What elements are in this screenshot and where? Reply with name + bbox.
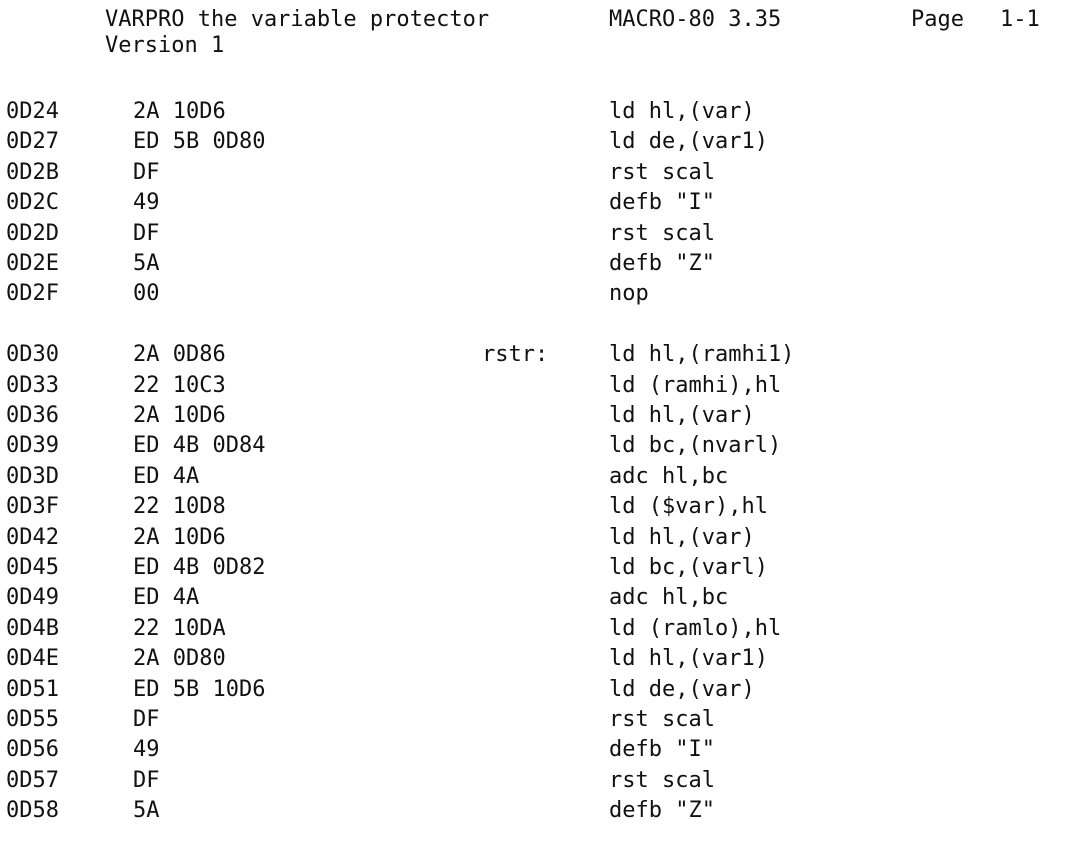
listing-line	[0, 614, 1067, 644]
instruction: ld hl,(var)	[609, 403, 755, 428]
instruction: rst scal	[609, 221, 715, 246]
label: rstr:	[482, 342, 549, 367]
listing-line	[0, 279, 1067, 309]
listing-line	[0, 219, 1067, 249]
listing-line	[0, 705, 1067, 735]
object-code: 49	[133, 190, 160, 215]
instruction: defb "I"	[609, 737, 715, 762]
address: 0D2E	[6, 251, 59, 276]
address: 0D39	[6, 433, 59, 458]
instruction: ld bc,(varl)	[609, 555, 768, 580]
address: 0D24	[6, 99, 59, 124]
instruction: ld hl,(ramhi1)	[609, 342, 795, 367]
listing-line	[0, 462, 1067, 492]
listing-line	[0, 583, 1067, 613]
object-code: ED 4A	[133, 585, 200, 610]
address: 0D33	[6, 373, 59, 398]
address: 0D4B	[6, 616, 59, 641]
instruction: rst scal	[609, 768, 715, 793]
address: 0D55	[6, 707, 59, 732]
address: 0D56	[6, 737, 59, 762]
object-code: ED 4B 0D84	[133, 433, 266, 458]
instruction: ld bc,(nvarl)	[609, 433, 782, 458]
instruction: ld hl,(var)	[609, 99, 755, 124]
address: 0D2B	[6, 160, 59, 185]
instruction: ld hl,(var)	[609, 525, 755, 550]
address: 0D4E	[6, 646, 59, 671]
address: 0D3F	[6, 494, 59, 519]
instruction: defb "Z"	[609, 251, 715, 276]
instruction: ld de,(var1)	[609, 129, 768, 154]
object-code: 49	[133, 737, 160, 762]
object-code: DF	[133, 160, 160, 185]
object-code: ED 5B 10D6	[133, 677, 266, 702]
listing-line	[0, 523, 1067, 553]
object-code: 2A 10D6	[133, 99, 226, 124]
instruction: ld ($var),hl	[609, 494, 768, 519]
page-label: Page	[911, 7, 964, 32]
listing-line	[0, 675, 1067, 705]
listing-line	[0, 249, 1067, 279]
listing-line	[0, 735, 1067, 765]
instruction: nop	[609, 281, 649, 306]
address: 0D57	[6, 768, 59, 793]
instruction: ld (ramlo),hl	[609, 616, 782, 641]
address: 0D58	[6, 798, 59, 823]
instruction: ld hl,(var1)	[609, 646, 768, 671]
listing-line	[0, 431, 1067, 461]
listing-line	[0, 371, 1067, 401]
listing-line	[0, 796, 1067, 826]
object-code: ED 4A	[133, 464, 200, 489]
instruction: defb "Z"	[609, 798, 715, 823]
address: 0D2D	[6, 221, 59, 246]
object-code: 2A 10D6	[133, 525, 226, 550]
object-code: 22 10C3	[133, 373, 226, 398]
listing-line	[0, 553, 1067, 583]
address: 0D49	[6, 585, 59, 610]
address: 0D42	[6, 525, 59, 550]
object-code: 2A 0D80	[133, 646, 226, 671]
listing-version: Version 1	[105, 33, 225, 58]
instruction: rst scal	[609, 160, 715, 185]
assembler-name: MACRO-80 3.35	[609, 7, 782, 32]
address: 0D30	[6, 342, 59, 367]
address: 0D51	[6, 677, 59, 702]
object-code: ED 5B 0D80	[133, 129, 266, 154]
object-code: 00	[133, 281, 160, 306]
listing-title: VARPRO the variable protector	[105, 7, 490, 32]
object-code: 5A	[133, 798, 160, 823]
instruction: ld (ramhi),hl	[609, 373, 782, 398]
listing-line	[0, 644, 1067, 674]
object-code: DF	[133, 707, 160, 732]
listing-line	[0, 766, 1067, 796]
listing-line	[0, 188, 1067, 218]
object-code: 22 10DA	[133, 616, 226, 641]
address: 0D3D	[6, 464, 59, 489]
instruction: adc hl,bc	[609, 464, 729, 489]
object-code: DF	[133, 768, 160, 793]
page-number: 1-1	[1000, 7, 1040, 32]
listing-line	[0, 158, 1067, 188]
object-code: 2A 0D86	[133, 342, 226, 367]
object-code: 5A	[133, 251, 160, 276]
object-code: DF	[133, 221, 160, 246]
listing-line	[0, 97, 1067, 127]
object-code: ED 4B 0D82	[133, 555, 266, 580]
object-code: 2A 10D6	[133, 403, 226, 428]
address: 0D2F	[6, 281, 59, 306]
address: 0D2C	[6, 190, 59, 215]
instruction: adc hl,bc	[609, 585, 729, 610]
listing-line	[0, 340, 1067, 370]
listing-line	[0, 127, 1067, 157]
address: 0D27	[6, 129, 59, 154]
listing-line	[0, 401, 1067, 431]
listing-line	[0, 492, 1067, 522]
address: 0D45	[6, 555, 59, 580]
address: 0D36	[6, 403, 59, 428]
instruction: defb "I"	[609, 190, 715, 215]
instruction: ld de,(var)	[609, 677, 755, 702]
object-code: 22 10D8	[133, 494, 226, 519]
instruction: rst scal	[609, 707, 715, 732]
